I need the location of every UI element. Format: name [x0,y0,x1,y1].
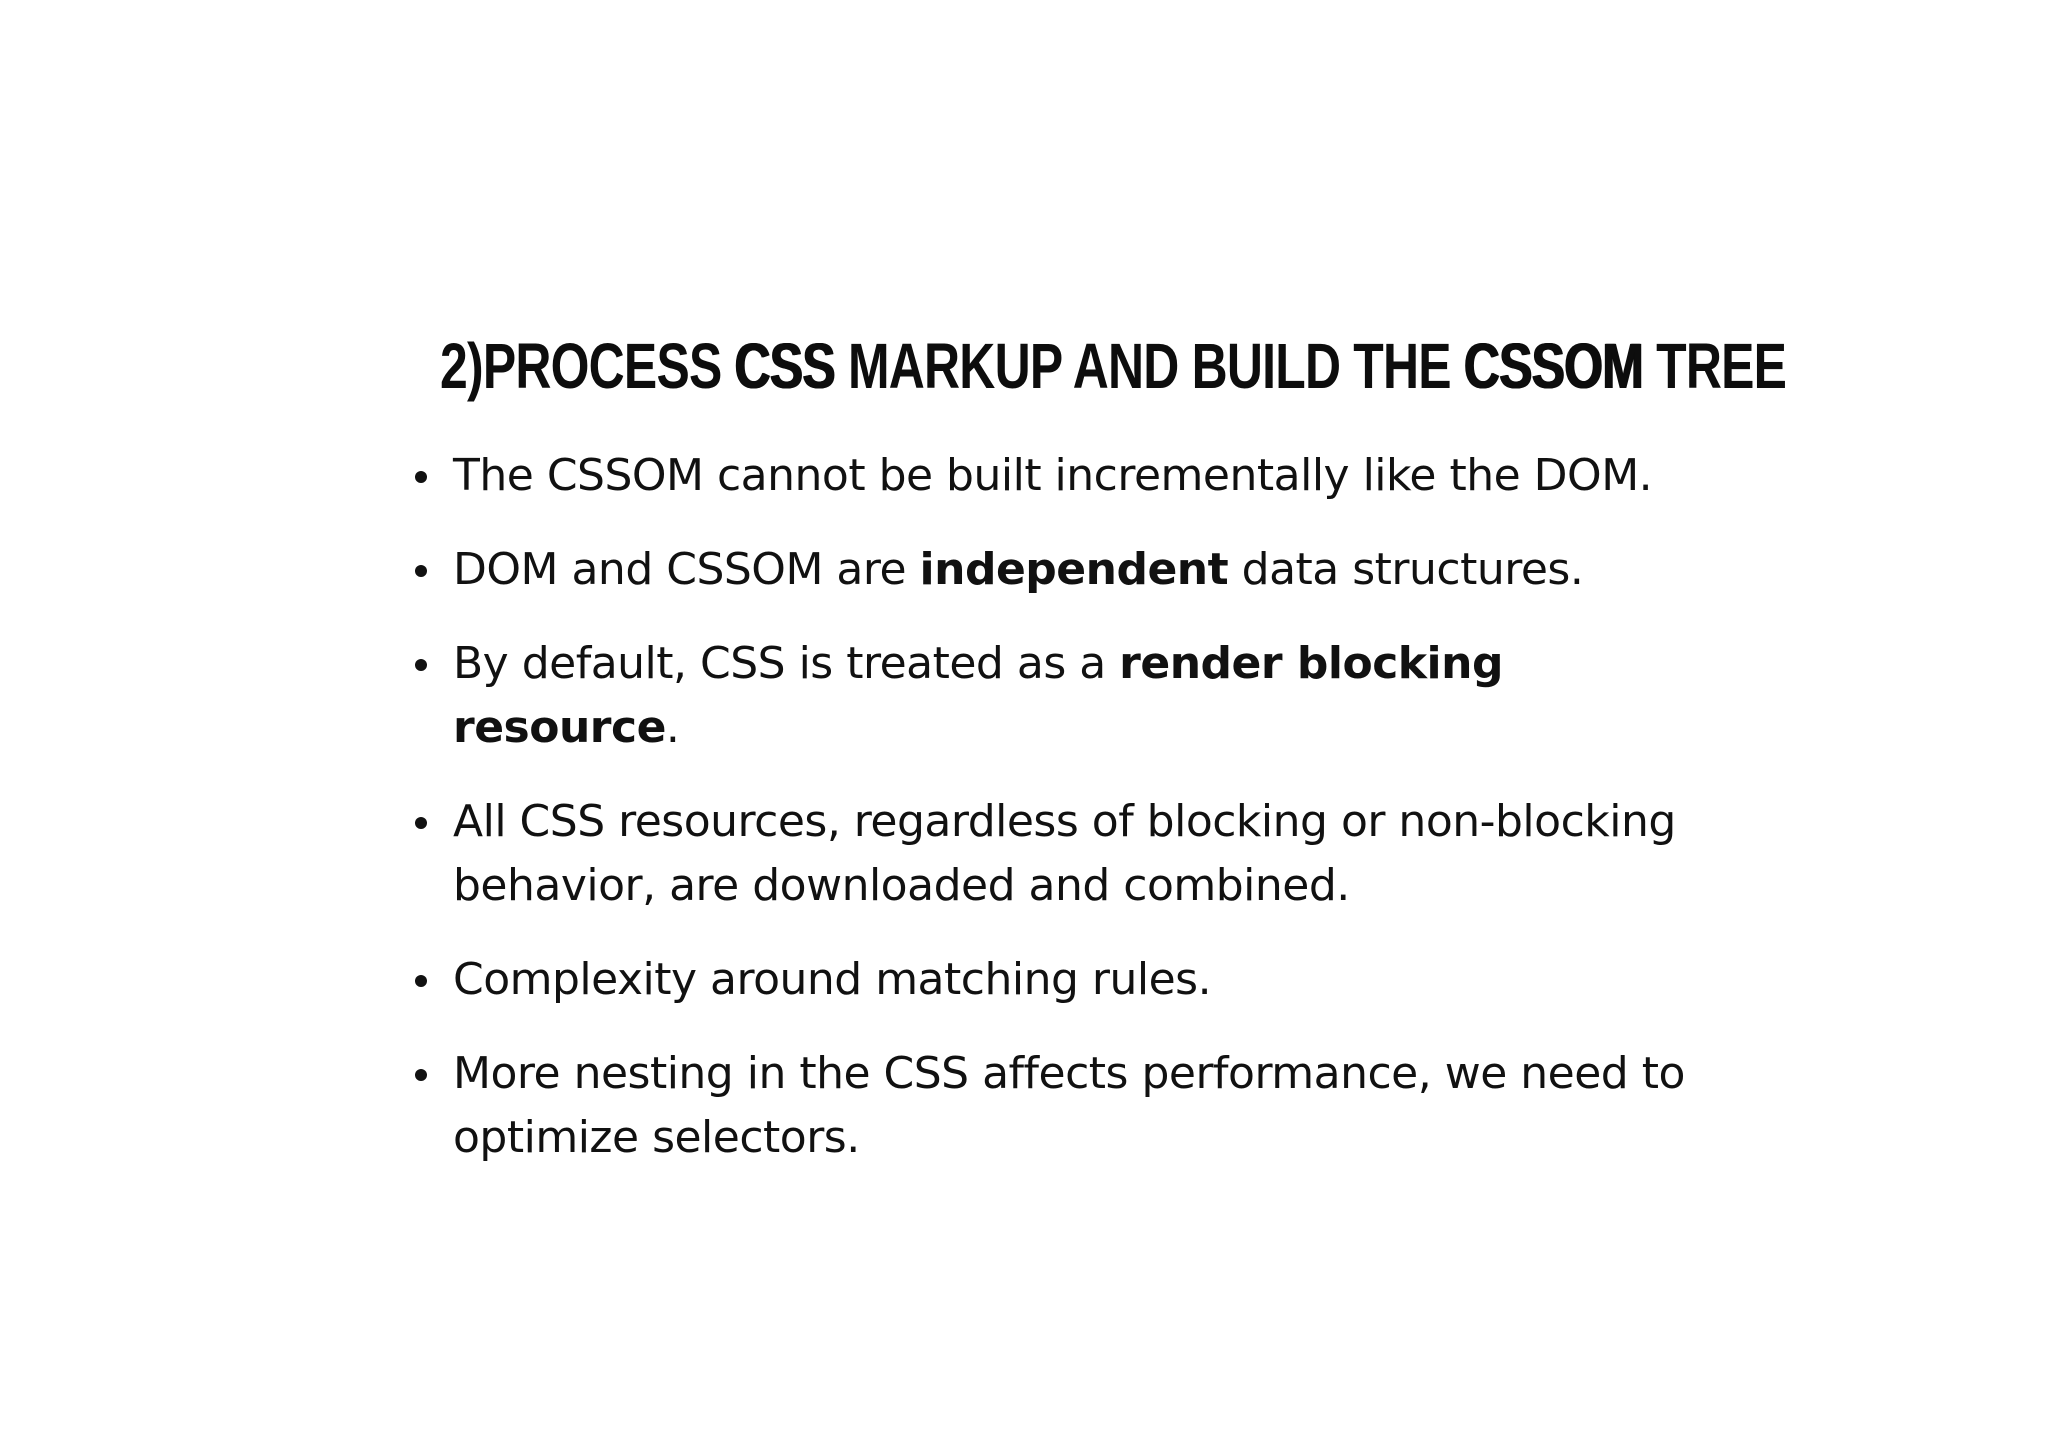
title-emphasis-css: CSS [734,330,835,402]
bullet-item [405,538,1705,602]
bullet-text: Complexity around matching rules. [453,954,1212,1005]
bullet-text-after: data structures. [1228,544,1584,595]
title-part-3: TREE [1643,330,1787,402]
title-part-2: MARKUP AND BUILD THE [834,330,1464,402]
bullet-text-before: By default, CSS is treated as a [453,638,1120,689]
bullet-item [405,632,1705,760]
slide-title [440,318,1787,414]
bullet-text: The CSSOM cannot be built incrementally like the DOM. [453,450,1653,501]
title-part-1: 2)PROCESS [440,330,735,402]
bullet-text: More nesting in the CSS affects performance, we need to optimize selectors. [453,1048,1685,1163]
bullet-item [405,948,1705,1012]
bullet-list [405,444,1705,1200]
bullet-item [405,790,1705,918]
bullet-bold-text: independent [919,544,1229,595]
bullet-text: All CSS resources, regardless of blocking or non-blocking behavior, are downloaded and combined. [453,796,1676,911]
bullet-item [405,444,1705,508]
bullet-item [405,1042,1705,1170]
bullet-text-after: . [665,702,680,753]
title-emphasis-cssom: CSSOM [1463,330,1644,402]
bullet-bold-text: render blocking resource [453,638,1503,753]
bullet-text-before: DOM and CSSOM are [453,544,920,595]
